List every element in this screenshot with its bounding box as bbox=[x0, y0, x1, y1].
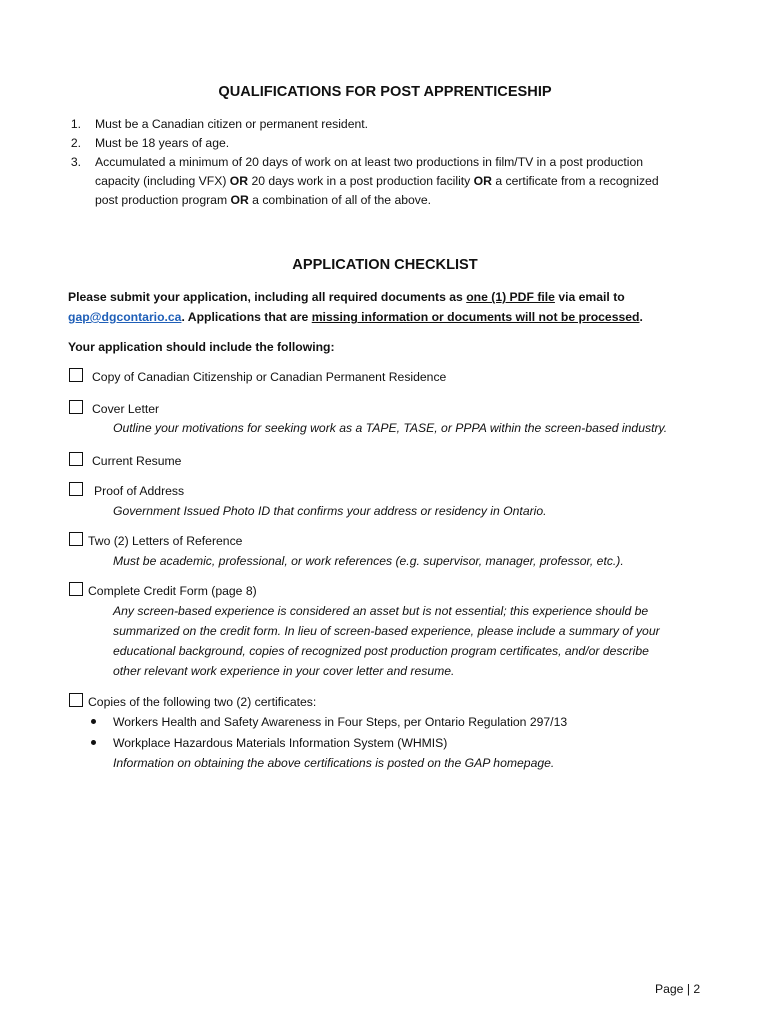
item-credit-form-note-2: summarized on the credit form. In lieu of screen-based experience, please include a summary of your bbox=[113, 624, 660, 638]
bullet-icon bbox=[91, 740, 96, 745]
item-citizenship-label: Copy of Canadian Citizenship or Canadian Permanent Residence bbox=[92, 370, 447, 384]
item-proof-of-address-note: Government Issued Photo ID that confirms your address or residency in Ontario. bbox=[113, 504, 547, 518]
item-cover-letter-label: Cover Letter bbox=[92, 402, 160, 416]
checklist-intro-line1 bbox=[68, 290, 625, 304]
qual-item-3-or-1: OR bbox=[229, 174, 249, 188]
item-credit-form-note-3: educational background, copies of recognized post production program certificates, and/or describe bbox=[113, 644, 649, 658]
checklist-intro-line2 bbox=[68, 310, 643, 324]
checkbox-resume[interactable] bbox=[69, 452, 83, 466]
intro-text-d: . bbox=[639, 310, 643, 324]
checkbox-proof-of-address[interactable] bbox=[69, 482, 83, 496]
intro-text-a: Please submit your application, including all required documents as bbox=[68, 290, 467, 304]
intro-text-c: . Applications that are bbox=[181, 310, 312, 324]
qual-item-3-text-d: post production program bbox=[95, 193, 231, 207]
qual-item-3-or-2: OR bbox=[473, 174, 492, 188]
qual-number-2: 2. bbox=[70, 136, 81, 150]
item-resume-label: Current Resume bbox=[92, 454, 182, 468]
intro-pdf-emphasis: one (1) PDF file bbox=[466, 290, 555, 304]
include-label: Your application should include the following: bbox=[68, 340, 335, 354]
item-references-note: Must be academic, professional, or work references (e.g. supervisor, manager, professor, etc.). bbox=[113, 554, 624, 568]
item-references-label: Two (2) Letters of Reference bbox=[88, 534, 243, 548]
qual-item-3-text-c: a certificate from a recognized bbox=[491, 174, 659, 188]
item-credit-form-note-4: other relevant work experience in your cover letter and resume. bbox=[113, 664, 455, 678]
qual-item-3-or-3: OR bbox=[230, 193, 249, 207]
qual-item-3-text-a: capacity (including VFX) bbox=[95, 174, 230, 188]
bullet-icon bbox=[91, 719, 96, 724]
item-certificates-note: Information on obtaining the above certifications is posted on the GAP homepage. bbox=[113, 756, 555, 770]
item-cover-letter-note: Outline your motivations for seeking work as a TAPE, TASE, or PPPA within the screen-based industry. bbox=[113, 421, 668, 435]
item-certificates-label: Copies of the following two (2) certificates: bbox=[88, 695, 317, 709]
checkbox-cover-letter[interactable] bbox=[69, 400, 83, 414]
email-link[interactable]: gap@dgcontario.ca bbox=[68, 310, 182, 324]
qual-item-3-line2 bbox=[95, 174, 659, 188]
checkbox-citizenship[interactable] bbox=[69, 368, 83, 382]
item-credit-form-note-1: Any screen-based experience is considered an asset but is not essential; this experience should be bbox=[113, 604, 649, 618]
qual-number-1: 1. bbox=[70, 117, 81, 131]
checklist-title: APPLICATION CHECKLIST bbox=[292, 257, 478, 273]
certificate-bullet-2: Workplace Hazardous Materials Information System (WHMIS) bbox=[113, 736, 448, 750]
qual-item-3-text-b: 20 days work in a post production facility bbox=[248, 174, 474, 188]
intro-missing-emphasis: missing information or documents will not be processed bbox=[311, 310, 640, 324]
qual-item-2: Must be 18 years of age. bbox=[95, 136, 230, 150]
certificate-bullet-1: Workers Health and Safety Awareness in Four Steps, per Ontario Regulation 297/13 bbox=[113, 715, 568, 729]
checkbox-certificates[interactable] bbox=[69, 693, 83, 707]
qual-item-3-line1: Accumulated a minimum of 20 days of work on at least two productions in film/TV in a post production bbox=[95, 155, 644, 169]
checkbox-credit-form[interactable] bbox=[69, 582, 83, 596]
qualifications-title: QUALIFICATIONS FOR POST APPRENTICESHIP bbox=[218, 84, 552, 100]
qual-item-3-text-e: a combination of all of the above. bbox=[248, 193, 432, 207]
item-proof-of-address-label: Proof of Address bbox=[94, 484, 185, 498]
qual-item-1: Must be a Canadian citizen or permanent resident. bbox=[95, 117, 369, 131]
qual-item-3-line3 bbox=[95, 193, 431, 207]
qual-number-3: 3. bbox=[70, 155, 81, 169]
item-credit-form-label: Complete Credit Form (page 8) bbox=[88, 584, 257, 598]
intro-text-b: via email to bbox=[554, 290, 625, 304]
checkbox-references[interactable] bbox=[69, 532, 83, 546]
page-number: Page | 2 bbox=[655, 982, 701, 996]
